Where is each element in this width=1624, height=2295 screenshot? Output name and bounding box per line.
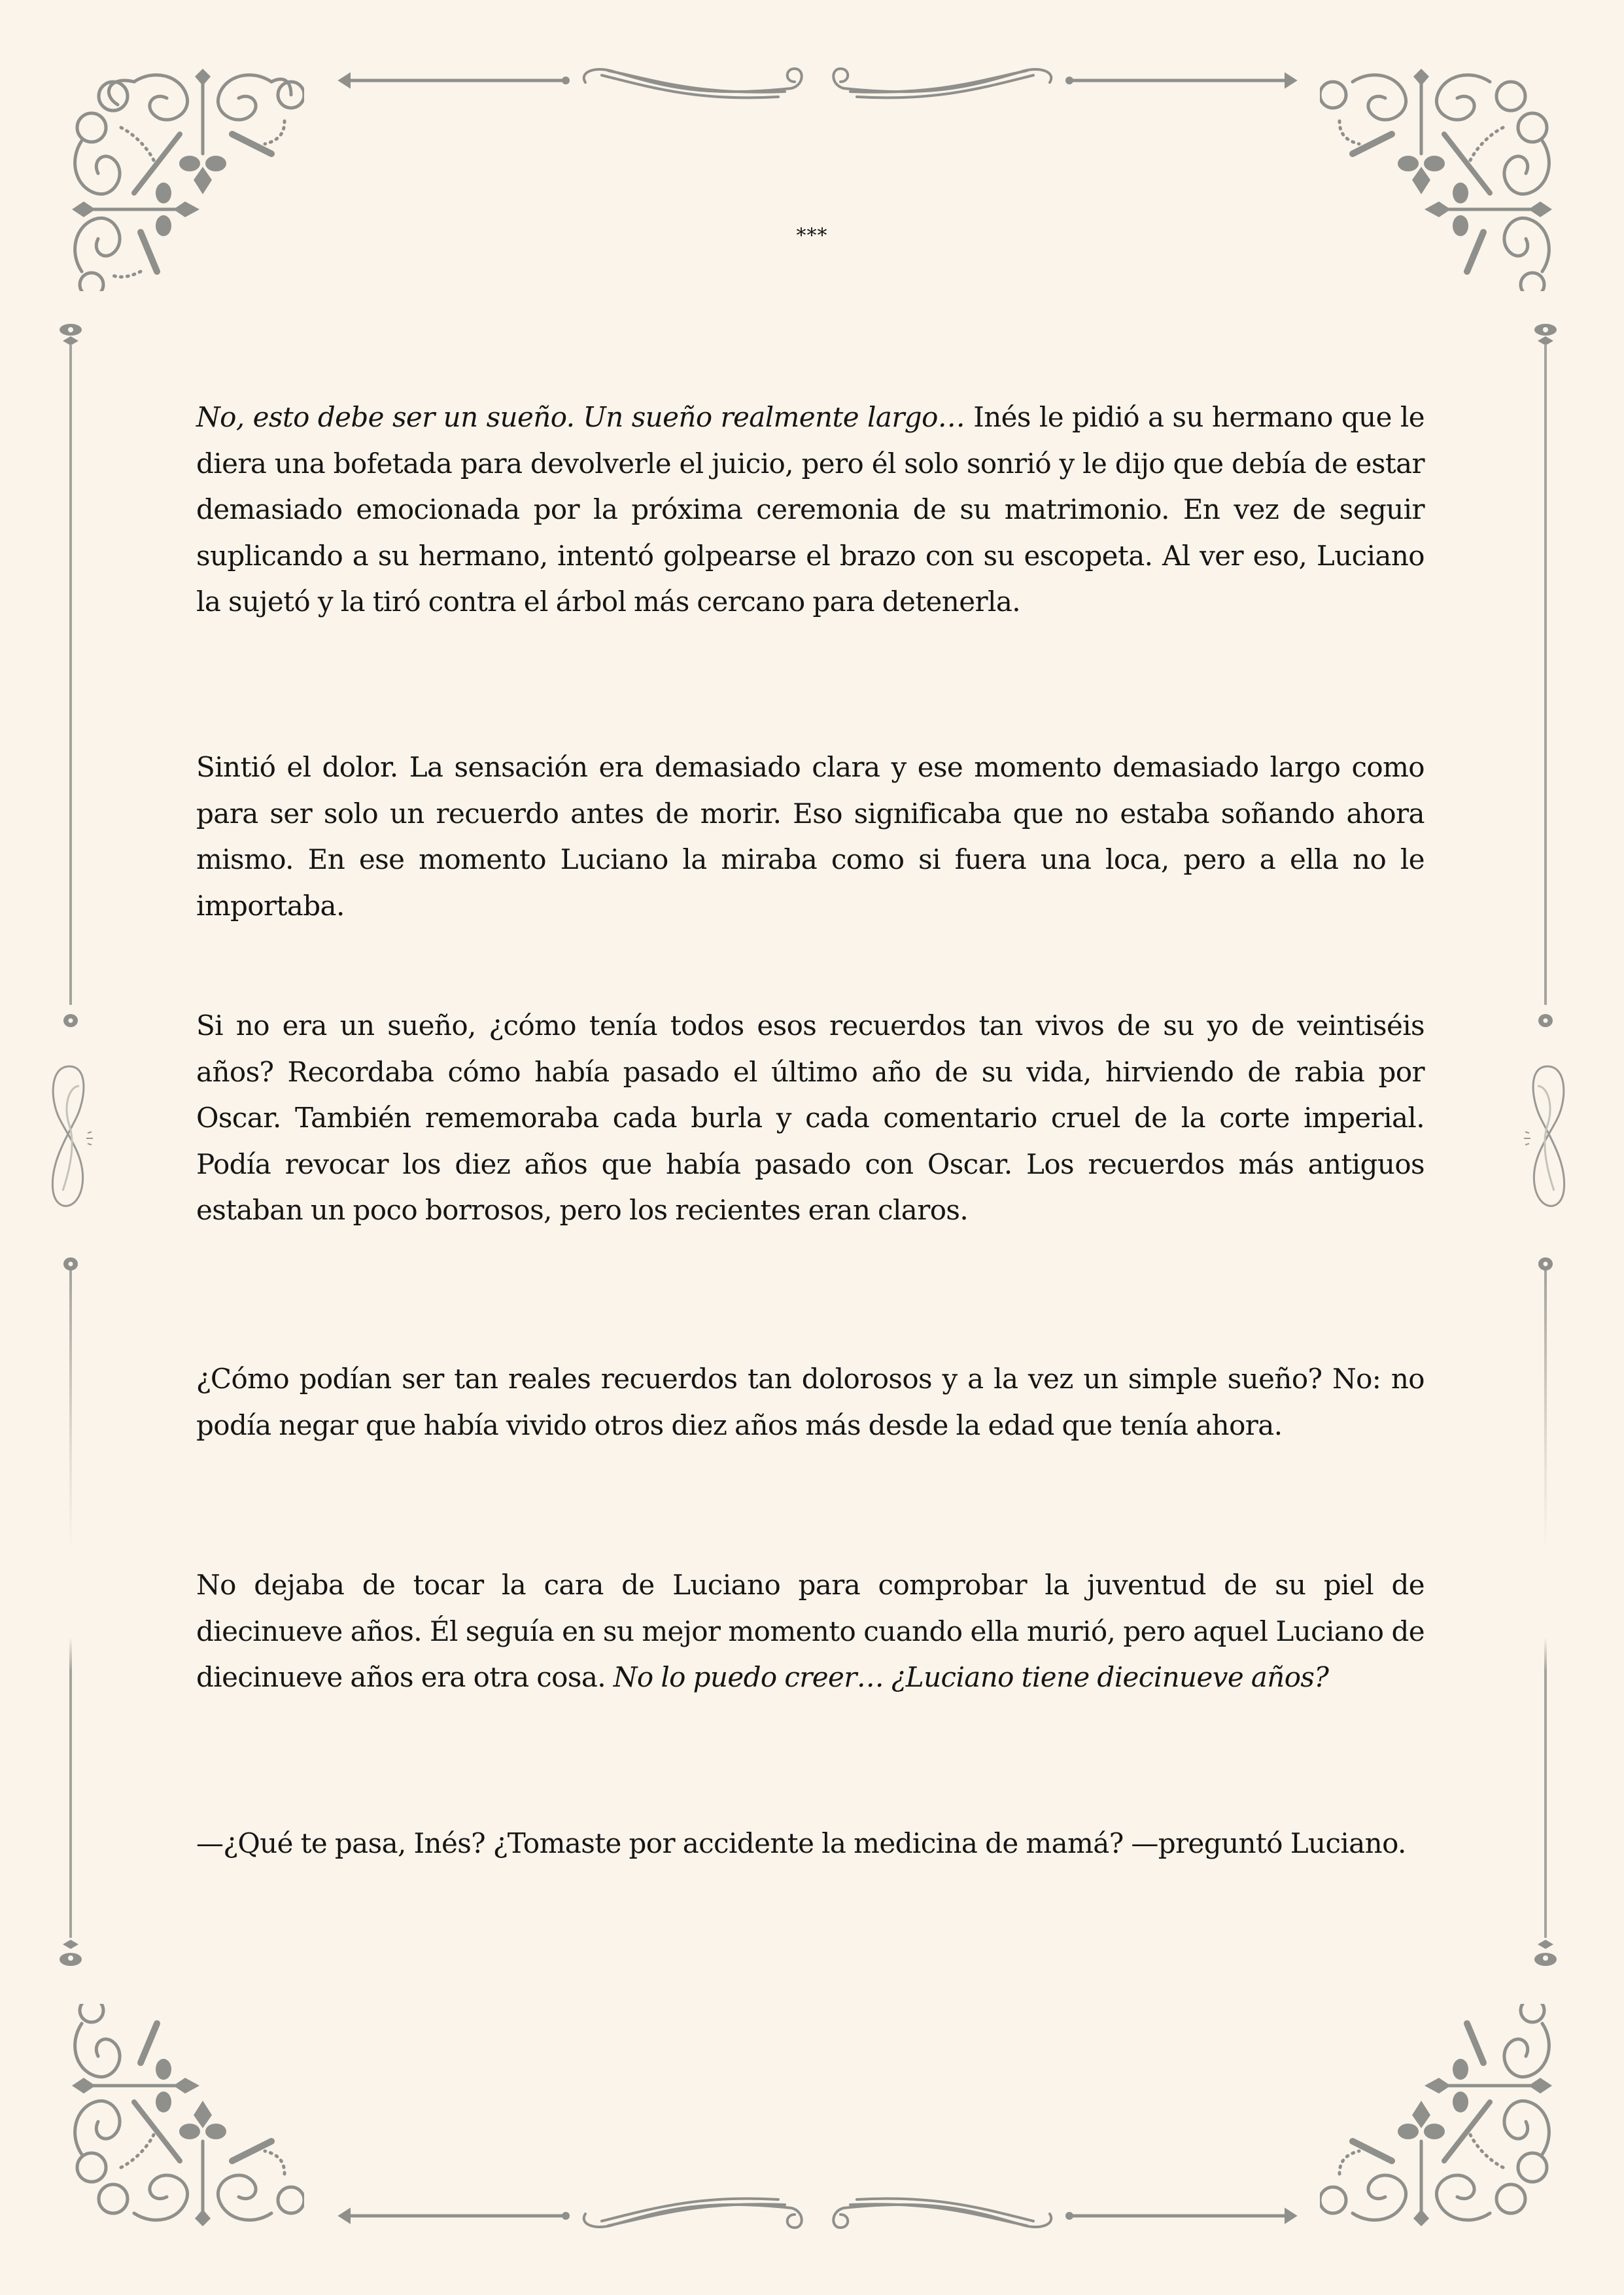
knot-right-icon [1521, 1060, 1574, 1217]
paragraph-5 [196, 1562, 1425, 1701]
rail-left-bottom-icon [58, 1250, 84, 1969]
paragraph-1-text: Inés le pidió a su hermano que le diera una bofetada para devolverle el juicio, pero él solo sonrió y le dijo que debía de estar demasiado emocionada por la próxima ceremonia de su matrimonio. En vez de seguir suplicando a su hermano, intentó golpearse el brazo con su escopeta. Al ver eso, Luciano la sujetó y la tiró contra el árbol más cercano para detenerla. [196, 401, 1425, 618]
rail-left-top-icon [58, 321, 84, 1034]
paragraph-1-inner-thought: No, esto debe ser un sueño. Un sueño realmente largo… [196, 401, 965, 433]
paragraph-2: Sintió el dolor. La sensación era demasiado clara y ese momento demasiado largo como para ser solo un recuerdo antes de morir. Eso significaba que no estaba soñando ahora mismo. En ese momento Luciano la miraba como si fuera una loca, pero a ella no le importaba. [196, 751, 1425, 922]
rail-right-bottom-icon [1532, 1250, 1559, 1969]
knot-left-icon [43, 1060, 95, 1217]
paragraph-1 [196, 394, 1425, 625]
filigree-corner-top-left-icon [56, 56, 304, 291]
paragraph-5-inner-thought: No lo puedo creer… ¿Luciano tiene diecinueve años? [613, 1661, 1329, 1693]
scroll-divider-bottom-icon [334, 2192, 1302, 2237]
filigree-corner-bottom-right-icon [1320, 2004, 1568, 2239]
paragraph-6-dialogue: —¿Qué te pasa, Inés? ¿Tomaste por accidente la medicina de mamá? —preguntó Luciano. [196, 1827, 1406, 1859]
scene-break: *** [796, 224, 828, 247]
paragraph-5-text: No dejaba de tocar la cara de Luciano para comprobar la juventud de su piel de diecinueve años. Él seguía en su mejor momento cuando ella murió, pero aquel Luciano de diecinueve años era otra cosa. [196, 1569, 1425, 1693]
paragraph-4: ¿Cómo podían ser tan reales recuerdos tan dolorosos y a la vez un simple sueño? No: no podía negar que había vivido otros diez años más desde la edad que tenía ahora. [196, 1363, 1425, 1441]
filigree-corner-top-right-icon [1320, 56, 1568, 291]
paragraph-3: Si no era un sueño, ¿cómo tenía todos esos recuerdos tan vivos de su yo de veintiséis años? Recordaba cómo había pasado el último año de su vida, hirviendo de rabia por Oscar. También rememoraba cada burla y cada comentario cruel de la corte imperial. Podía revocar los diez años que había pasado con Oscar. Los recuerdos más antiguos estaban un poco borrosos, pero los recientes eran claros. [196, 1009, 1425, 1226]
scroll-divider-top-icon [334, 59, 1302, 105]
rail-right-top-icon [1532, 321, 1559, 1034]
filigree-corner-bottom-left-icon [56, 2004, 304, 2239]
